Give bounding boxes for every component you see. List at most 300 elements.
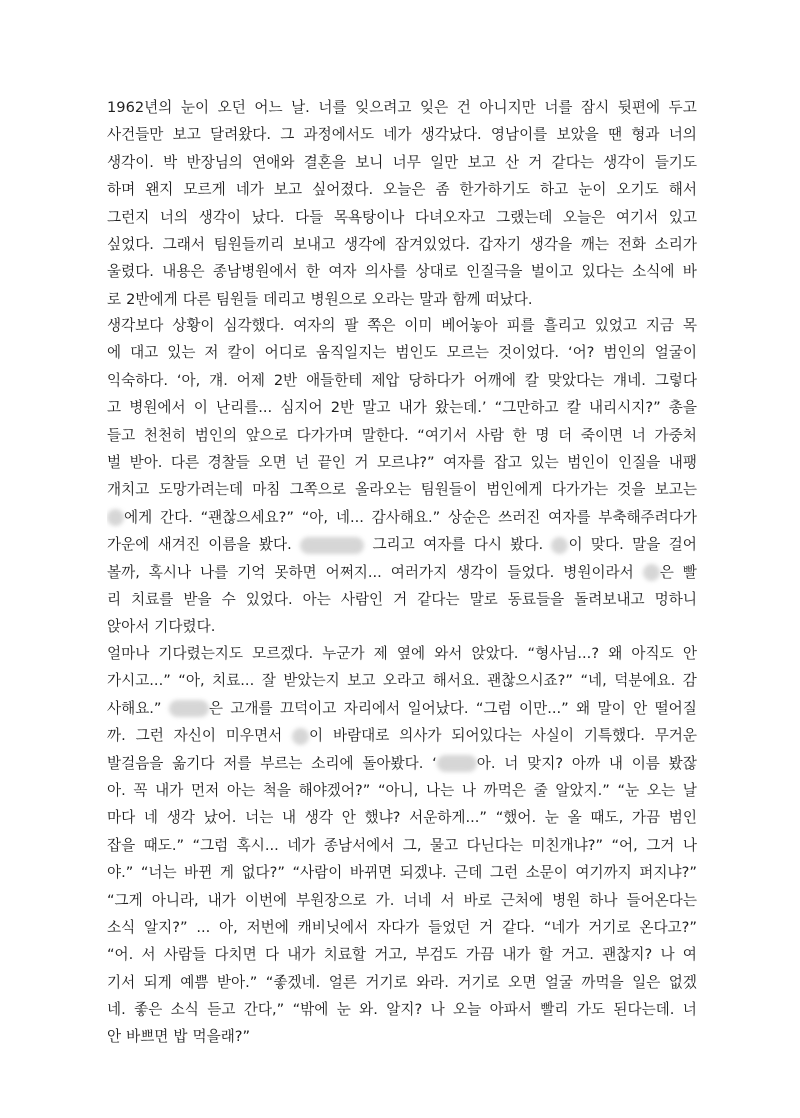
text-line bbox=[107, 1023, 697, 1050]
word: 있었고 bbox=[594, 317, 637, 334]
word: 생각에 bbox=[343, 235, 387, 253]
word: 도망가려는데 bbox=[158, 481, 244, 499]
word: 해서요. bbox=[432, 672, 480, 690]
text-line bbox=[107, 777, 697, 804]
word: 생각 bbox=[304, 809, 333, 827]
text-line bbox=[107, 969, 697, 996]
word: 와서 bbox=[434, 645, 463, 662]
word: 얼른 bbox=[328, 973, 357, 991]
word: 눈 bbox=[544, 809, 559, 827]
word: 고개를 bbox=[230, 699, 273, 717]
text-line bbox=[107, 887, 697, 914]
word: 걔네. bbox=[613, 371, 646, 389]
text-line bbox=[107, 695, 697, 722]
word: 내가 bbox=[155, 781, 184, 799]
word: 명 bbox=[535, 426, 550, 444]
word: 밥 bbox=[173, 1028, 188, 1046]
word: 건 bbox=[456, 99, 471, 116]
word: 말한다. bbox=[361, 426, 409, 444]
word: 나를 bbox=[200, 563, 229, 581]
word: 거 bbox=[479, 918, 494, 936]
word: 보고 bbox=[347, 672, 376, 690]
word: 캐비닛에서 bbox=[297, 918, 369, 936]
word: 너의 bbox=[159, 208, 189, 226]
word: 있고 bbox=[668, 208, 697, 226]
word: 오기도 bbox=[616, 181, 659, 199]
word: 오면 bbox=[258, 453, 287, 471]
word: 아는 bbox=[226, 781, 256, 799]
word: 가도 bbox=[576, 1001, 606, 1019]
word: 끝인 bbox=[317, 453, 346, 471]
word: 다시 bbox=[473, 536, 502, 554]
word: 감 bbox=[682, 672, 697, 690]
word: 범인에게 bbox=[486, 481, 543, 499]
word: 죽이면 bbox=[580, 426, 624, 444]
word: 받아.” bbox=[216, 973, 258, 991]
word: 모르겠다. bbox=[252, 645, 314, 662]
word: 여자 bbox=[328, 263, 357, 281]
word: 쪽은 bbox=[367, 317, 396, 334]
word: 눈 bbox=[336, 1001, 351, 1019]
word: 생각이 bbox=[456, 563, 499, 581]
word: 반장님의 bbox=[186, 153, 243, 171]
word: 사람인 bbox=[340, 590, 384, 608]
word: 어깨에 bbox=[473, 371, 516, 389]
word: 경찰들 bbox=[207, 453, 250, 471]
word: 없겠 bbox=[668, 973, 697, 991]
redacted-name-blur bbox=[643, 564, 660, 581]
word: 병원에서 bbox=[129, 399, 186, 417]
word: 모르게 bbox=[183, 181, 226, 199]
word: “여기서 bbox=[417, 426, 468, 444]
word: 범인의 bbox=[194, 426, 238, 444]
word: 의사가 bbox=[399, 727, 442, 745]
text-line bbox=[107, 94, 697, 121]
word: “그게 bbox=[107, 891, 143, 909]
word: 너 bbox=[631, 426, 646, 444]
word: 같다는 bbox=[551, 153, 594, 171]
word: 온다고?” bbox=[639, 918, 697, 936]
word: 여 bbox=[682, 946, 697, 964]
word: 나 bbox=[682, 836, 697, 854]
word: 있는 bbox=[530, 453, 559, 471]
word: 났다. bbox=[251, 208, 285, 226]
word: 저 bbox=[204, 344, 219, 362]
word: “네, bbox=[580, 672, 607, 690]
text-line bbox=[107, 476, 697, 503]
word: 과정에서도 bbox=[303, 126, 375, 144]
word: 오늘은 bbox=[562, 208, 606, 226]
word: 그쪽으로 bbox=[289, 481, 346, 499]
word: 오는 bbox=[646, 781, 676, 799]
word: “아, bbox=[178, 672, 205, 690]
word: 바쁘면 bbox=[126, 1028, 169, 1046]
word: 팀원들이 bbox=[420, 481, 478, 499]
word: 보고는 bbox=[654, 481, 697, 499]
text-line bbox=[107, 531, 697, 558]
word: 맞다. bbox=[590, 536, 624, 554]
word: 하며 bbox=[107, 181, 136, 199]
word: 산 bbox=[504, 153, 520, 171]
word: 천천히 bbox=[143, 426, 187, 444]
word: 칼 bbox=[566, 399, 581, 417]
word: 박 bbox=[163, 153, 178, 171]
word: 잡고 bbox=[493, 453, 523, 471]
word: 고 bbox=[107, 399, 122, 417]
word: 아는 bbox=[302, 590, 331, 608]
word: 움직일지는 bbox=[315, 344, 387, 362]
word: 인질극을 bbox=[466, 263, 523, 281]
word: ‘ 아. bbox=[432, 754, 496, 772]
word: 먹을래?” bbox=[192, 1028, 251, 1046]
word: 하고 bbox=[540, 181, 569, 199]
word: 내팽 bbox=[668, 453, 697, 471]
text-line bbox=[107, 914, 697, 941]
text-line bbox=[107, 231, 697, 258]
word: 피를 bbox=[506, 317, 535, 334]
word: 옆에 bbox=[396, 645, 426, 662]
word: 한 bbox=[512, 426, 527, 444]
word: 팀원들 bbox=[215, 290, 259, 308]
word: 퍼지냐?” bbox=[639, 864, 697, 882]
word: 빨리 bbox=[540, 1001, 569, 1019]
word: 보고 bbox=[467, 153, 496, 171]
paragraph-1 bbox=[107, 94, 697, 313]
word: 다른 bbox=[170, 453, 200, 471]
word: 익숙하다. bbox=[107, 371, 169, 389]
word: 함께 bbox=[452, 290, 481, 308]
word: 여자를 bbox=[443, 453, 486, 471]
word: 걸어 bbox=[668, 536, 697, 554]
word: 있었다. bbox=[245, 590, 293, 608]
word: 저를 bbox=[223, 754, 252, 772]
word: 상순은 bbox=[448, 508, 491, 526]
word: 소식에 bbox=[632, 263, 675, 281]
word: 발걸음을 bbox=[107, 754, 164, 772]
text-line bbox=[107, 722, 697, 749]
word: 내가 bbox=[502, 946, 531, 964]
word: 아. bbox=[107, 781, 126, 799]
word: 내가 bbox=[398, 399, 427, 417]
word: 서운하게...” bbox=[409, 809, 487, 827]
word: 소문이 bbox=[525, 864, 568, 882]
word: 벌이고 bbox=[530, 263, 574, 281]
text-line bbox=[107, 559, 697, 586]
word: 범인 bbox=[668, 809, 697, 827]
word: 말이 bbox=[597, 699, 626, 717]
word: 받을 bbox=[183, 590, 212, 608]
word: 나는 bbox=[426, 781, 455, 799]
word: “네가 bbox=[543, 918, 580, 936]
redacted-name-blur bbox=[107, 509, 124, 526]
word: 소식 bbox=[170, 1001, 199, 1019]
word: 모르는 bbox=[446, 344, 489, 362]
word: 달려왔다. bbox=[210, 126, 272, 144]
word: 다치면 bbox=[214, 946, 257, 964]
word: 들고 bbox=[107, 426, 136, 444]
word bbox=[300, 531, 364, 558]
word: 베어놓아 bbox=[441, 317, 498, 334]
word: 가시고...” bbox=[107, 672, 171, 690]
word: 생각이 bbox=[603, 153, 646, 171]
word: 나 bbox=[430, 1001, 445, 1019]
word: 거 bbox=[528, 153, 543, 171]
word: 했냐? bbox=[364, 809, 401, 827]
word: 이만...” bbox=[519, 699, 569, 717]
word: 날 bbox=[682, 781, 697, 799]
word: 생각이 bbox=[198, 208, 241, 226]
word: 날. bbox=[291, 99, 310, 116]
word: 1962년의 bbox=[107, 99, 173, 116]
word: 이 bbox=[292, 722, 323, 749]
word: 형과 bbox=[631, 126, 660, 144]
word: 간다,” bbox=[243, 1001, 285, 1019]
word: 네가 bbox=[383, 126, 412, 144]
word: 이미 bbox=[404, 317, 433, 334]
word: 넌 bbox=[295, 453, 310, 471]
word: 상황이 bbox=[172, 317, 215, 334]
word: 생각났다. bbox=[420, 126, 482, 144]
text-line bbox=[107, 859, 697, 886]
word: 너무 bbox=[392, 153, 421, 171]
text-line bbox=[107, 394, 697, 421]
word: “그만하고 bbox=[494, 399, 559, 417]
word: 바로 bbox=[463, 891, 492, 909]
word: 팀원들끼리 bbox=[213, 235, 285, 253]
text-line bbox=[107, 750, 697, 777]
word: 먼저 bbox=[191, 781, 220, 799]
text-line bbox=[107, 667, 697, 694]
word: 쓰러진 bbox=[498, 508, 541, 526]
word: 잠겨있었다. bbox=[394, 235, 471, 253]
text-line bbox=[107, 804, 697, 831]
word: 아파서 bbox=[489, 1001, 532, 1019]
redacted-name-blur bbox=[169, 700, 209, 717]
word: 까먹을 bbox=[581, 973, 624, 991]
word: 감사해요.” bbox=[371, 508, 441, 526]
word: 나 bbox=[660, 946, 675, 964]
word: 오라는 bbox=[371, 290, 415, 308]
paragraph-2 bbox=[107, 312, 697, 641]
word: 올라오는 bbox=[355, 481, 412, 499]
word: 근처에 bbox=[500, 891, 544, 909]
word: 맞았다는 bbox=[547, 371, 605, 389]
word: ‘어? bbox=[567, 344, 595, 362]
word: 말고 bbox=[362, 399, 391, 417]
word: 끄덕이고 bbox=[279, 699, 337, 717]
word: 생각 bbox=[166, 809, 195, 827]
word: 수 bbox=[221, 590, 236, 608]
word: “어, bbox=[611, 836, 638, 854]
text-line bbox=[107, 449, 697, 476]
word: 받았는지 bbox=[283, 672, 340, 690]
word: 한가하기도 bbox=[459, 181, 531, 199]
word: 혹시나 bbox=[148, 563, 192, 581]
word: 같다는 bbox=[417, 590, 460, 608]
word: 아니지만 bbox=[479, 99, 536, 116]
paragraph-3 bbox=[107, 640, 697, 1051]
word: 여자를 bbox=[423, 536, 466, 554]
word: 여러가지 bbox=[390, 563, 448, 581]
word: 알지? bbox=[386, 1001, 423, 1019]
word: 영남이를 bbox=[490, 126, 548, 144]
word: 데리고 bbox=[263, 290, 306, 308]
word: 거 bbox=[393, 590, 408, 608]
word: 앞으로 bbox=[245, 426, 289, 444]
word: 사해요.” bbox=[107, 699, 162, 717]
word: 네. bbox=[107, 1001, 126, 1019]
word: 봤다. bbox=[258, 536, 292, 554]
word: 심각했다. bbox=[223, 317, 285, 334]
word: 때도, bbox=[590, 809, 624, 827]
word: 뒷편에 bbox=[617, 99, 661, 116]
word: 보았을 bbox=[556, 126, 599, 144]
word: 꼭 bbox=[133, 781, 148, 799]
word: 왠지 bbox=[145, 181, 174, 199]
word: 치료를 bbox=[131, 590, 174, 608]
word: 것이었다. bbox=[497, 344, 559, 362]
text-line bbox=[107, 367, 697, 394]
word: 부축해주려다가 bbox=[598, 508, 697, 526]
word: 좀 bbox=[435, 181, 450, 199]
word: 오늘 bbox=[453, 1001, 482, 1019]
text-line bbox=[107, 258, 697, 285]
word: 이 bbox=[193, 399, 208, 417]
word: 제 bbox=[373, 645, 388, 662]
word: 해야겠어?” bbox=[298, 781, 371, 799]
word: 들었던 bbox=[428, 918, 471, 936]
word: 그래서 bbox=[162, 235, 205, 253]
word: 해서 bbox=[668, 181, 697, 199]
word: 마침 bbox=[252, 481, 281, 499]
word: 한 bbox=[305, 263, 320, 281]
word: “너는 bbox=[140, 864, 177, 882]
word: 왜 bbox=[608, 645, 623, 662]
word: 거기로 bbox=[365, 973, 408, 991]
word: 그리고 bbox=[372, 536, 415, 554]
text-line bbox=[107, 176, 697, 203]
word: 너를 bbox=[318, 99, 347, 116]
word: 일만 bbox=[430, 153, 459, 171]
word: 2반 bbox=[273, 371, 298, 389]
word: “눈 bbox=[617, 781, 640, 799]
word: 내리시지?” bbox=[588, 399, 661, 417]
word: 눈이 bbox=[578, 181, 607, 199]
word: 기다렸다. bbox=[154, 618, 216, 636]
word: 병원 bbox=[552, 891, 581, 909]
word: 바뀌면 bbox=[349, 864, 393, 882]
word: 이번에 bbox=[244, 891, 288, 909]
word: 다닌다는 bbox=[466, 836, 523, 854]
word: 상대로 bbox=[415, 263, 458, 281]
word: 왔는데.’ bbox=[434, 399, 487, 417]
word: 기다렸는지도 bbox=[158, 645, 243, 662]
word: 개치고 bbox=[107, 481, 150, 499]
word: 나 bbox=[461, 781, 476, 799]
word: 누군가 bbox=[322, 645, 365, 662]
word: 괜찮으시죠?” bbox=[487, 672, 573, 690]
word: 자리에서 bbox=[343, 699, 401, 717]
word: 가운에 bbox=[107, 536, 150, 554]
word: 아까 bbox=[571, 754, 601, 772]
word: 얼마나 bbox=[107, 645, 150, 662]
word: 괜찮지? bbox=[602, 946, 653, 964]
word: 돌려보내고 bbox=[574, 590, 645, 608]
word: 일은 bbox=[632, 973, 661, 991]
word: 네 bbox=[143, 809, 158, 827]
word: 바 bbox=[682, 263, 697, 281]
word: 좋은 bbox=[134, 1001, 163, 1019]
word: 여기까지 bbox=[575, 864, 632, 882]
word: 이름 bbox=[631, 754, 660, 772]
word: 싶어졌다. bbox=[312, 181, 374, 199]
word: 있는 bbox=[167, 344, 196, 362]
word: 들었다. bbox=[507, 563, 555, 581]
text-line bbox=[107, 422, 697, 449]
word: 병원이라서 bbox=[563, 563, 634, 581]
word: “형사님...? bbox=[527, 645, 600, 662]
word: 기특했다. bbox=[583, 727, 645, 745]
word: 볼까, bbox=[107, 563, 140, 581]
word: 서 bbox=[440, 891, 455, 909]
word: 와. bbox=[359, 1001, 378, 1019]
word: 무거운 bbox=[654, 727, 697, 745]
word: 안 bbox=[341, 809, 356, 827]
word: 종남서에서 bbox=[323, 836, 395, 854]
word: 다가가며 bbox=[296, 426, 354, 444]
text-line bbox=[107, 149, 697, 176]
word: 들기도 bbox=[654, 153, 697, 171]
word: 봤잖 bbox=[668, 754, 697, 772]
redacted-name-blur bbox=[551, 537, 568, 554]
word: “밖에 bbox=[292, 1001, 329, 1019]
text-line bbox=[107, 286, 697, 313]
word: 줄 bbox=[533, 781, 548, 799]
redacted-name-blur bbox=[292, 728, 309, 745]
text-line bbox=[107, 204, 697, 231]
word: 혹시... bbox=[236, 836, 279, 854]
word: 보내고 bbox=[292, 235, 336, 253]
word: 내 bbox=[608, 754, 623, 772]
word: 간다. bbox=[159, 508, 193, 526]
word: 멍하니 bbox=[654, 590, 697, 608]
word: 옮기다 bbox=[172, 754, 215, 772]
word: 이름을 bbox=[208, 536, 251, 554]
word: 치료... bbox=[212, 672, 255, 690]
word: 사람 bbox=[475, 426, 504, 444]
word: 아, bbox=[219, 918, 238, 936]
word: 미우면서 bbox=[225, 727, 283, 745]
word: 되겠냐. bbox=[399, 864, 447, 882]
word: 제압 bbox=[371, 371, 400, 389]
word: 일어났다. bbox=[407, 699, 469, 717]
word: 에게 bbox=[107, 504, 152, 531]
word: 보고 bbox=[273, 181, 303, 199]
word: 오늘은 bbox=[383, 181, 426, 199]
text-line bbox=[107, 832, 697, 859]
word: 있다는 bbox=[581, 263, 624, 281]
word: 네가 bbox=[235, 181, 264, 199]
word: 그런 bbox=[489, 864, 519, 882]
word: 은 bbox=[169, 695, 223, 722]
word: 오라고 bbox=[382, 672, 426, 690]
word: 내가 bbox=[287, 946, 316, 964]
word: 가끔 bbox=[465, 946, 495, 964]
word: 까먹은 bbox=[483, 781, 526, 799]
word: 왜 bbox=[576, 699, 591, 717]
word: 부검도 bbox=[415, 946, 458, 964]
word: 두고 bbox=[668, 99, 697, 116]
